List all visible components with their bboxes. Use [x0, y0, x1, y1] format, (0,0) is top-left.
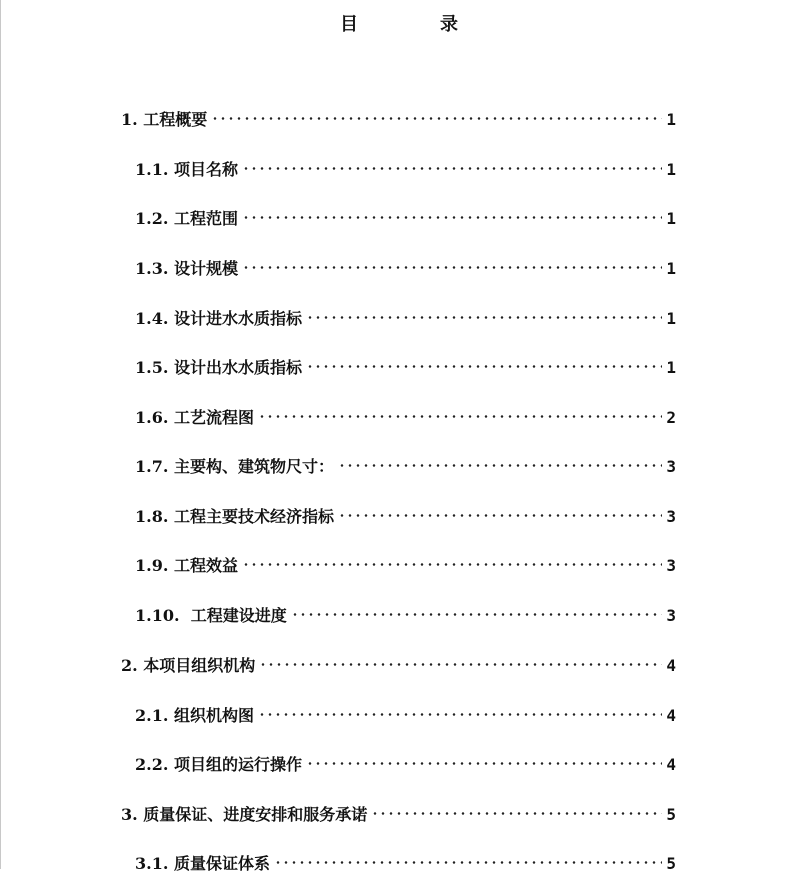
- toc-entry-2-2[interactable]: [135, 746, 676, 774]
- toc-entry-page: 4: [666, 656, 676, 675]
- toc-dot-leader: [242, 151, 662, 175]
- toc-dot-leader: [242, 547, 662, 571]
- toc-entry-number: 1.6.: [135, 408, 174, 427]
- toc-title-part2: 录: [440, 14, 458, 35]
- toc-entry-1-2[interactable]: [135, 200, 676, 228]
- toc-entry-number: 1.8.: [135, 507, 174, 526]
- toc-entry-number: 3.: [121, 805, 144, 824]
- toc-dot-leader: [258, 399, 662, 423]
- toc-entry-number: 1.: [121, 110, 144, 129]
- toc-entry-number: 1.7.: [135, 457, 174, 476]
- toc-entry-number: 3.1.: [135, 854, 174, 873]
- toc-entry-1-3[interactable]: [135, 250, 676, 278]
- toc-dot-leader: [259, 647, 662, 671]
- toc-entry-number: 1.5.: [135, 358, 174, 377]
- toc-entry-label: 设计规模: [173, 259, 238, 278]
- toc-dot-leader: [274, 845, 662, 869]
- toc-entry-page: 4: [666, 755, 676, 774]
- toc-entry-label: 质量保证、进度安排和服务承诺: [143, 805, 368, 824]
- toc-entry-label: 设计出水水质指标: [173, 358, 302, 377]
- toc-entry-number: 1.3.: [135, 259, 174, 278]
- toc-entry-number: 1.4.: [135, 309, 174, 328]
- toc-entry-label: 本项目组织机构: [143, 656, 256, 675]
- toc-entry-3[interactable]: [121, 796, 676, 824]
- toc-entry-page: 4: [666, 706, 676, 725]
- toc-entry-1-7[interactable]: [135, 448, 676, 476]
- toc-entry-label: 工程主要技术经济指标: [173, 507, 334, 526]
- toc-entry-1-4[interactable]: [135, 300, 676, 328]
- toc-entry-label: 项目名称: [173, 160, 238, 179]
- toc-entry-label: 主要构、建筑物尺寸：: [173, 457, 334, 476]
- toc-entry-page: 1: [666, 358, 676, 377]
- toc-entry-label: 组织机构图: [173, 706, 254, 725]
- toc-entry-page: 1: [666, 309, 676, 328]
- toc-entry-page: 1: [666, 209, 676, 228]
- toc-entry-page: 3: [666, 457, 676, 476]
- toc-title: [1, 10, 789, 36]
- toc-entry-number: 2.: [121, 656, 144, 675]
- toc-entry-page: 1: [666, 160, 676, 179]
- toc-entry-number: 2.1.: [135, 706, 174, 725]
- toc-entry-label: 质量保证体系: [173, 854, 270, 873]
- toc-dot-leader: [211, 101, 662, 125]
- toc-entry-1-8[interactable]: [135, 498, 676, 526]
- toc-entry-1[interactable]: [121, 101, 676, 129]
- toc-entry-page: 1: [666, 110, 676, 129]
- toc-dot-leader: [258, 697, 662, 721]
- toc-entry-page: 1: [666, 259, 676, 278]
- toc-entry-label: 设计进水水质指标: [173, 309, 302, 328]
- toc-title-part1: 目: [340, 14, 358, 35]
- toc-entry-label: 工程范围: [173, 209, 238, 228]
- toc-entry-page: 5: [666, 854, 676, 873]
- toc-entry-number: 1.2.: [135, 209, 174, 228]
- toc-dot-leader: [306, 300, 662, 324]
- toc-dot-leader: [242, 200, 662, 224]
- toc-entry-label: 工程概要: [143, 110, 208, 129]
- toc-entry-2[interactable]: [121, 647, 676, 675]
- toc-dot-leader: [338, 448, 662, 472]
- toc-dot-leader: [306, 746, 662, 770]
- toc-entry-number: 1.9.: [135, 556, 174, 575]
- toc-entry-label: 工程效益: [173, 556, 238, 575]
- toc-entry-1-6[interactable]: [135, 399, 676, 427]
- toc-entry-number: 2.2.: [135, 755, 174, 774]
- toc-entry-1-1[interactable]: [135, 151, 676, 179]
- toc-dot-leader: [338, 498, 662, 522]
- toc-entry-1-9[interactable]: [135, 547, 676, 575]
- toc-entry-page: 3: [666, 556, 676, 575]
- toc-entry-3-1[interactable]: [135, 845, 676, 873]
- toc-entry-1-5[interactable]: [135, 349, 676, 377]
- toc-entry-label: 项目组的运行操作: [173, 755, 302, 774]
- toc-dot-leader: [291, 597, 663, 621]
- toc-entry-page: 3: [666, 507, 676, 526]
- toc-dot-leader: [371, 796, 662, 820]
- toc-dot-leader: [306, 349, 662, 373]
- toc-entry-page: 5: [666, 805, 676, 824]
- toc-entry-2-1[interactable]: [135, 697, 676, 725]
- toc-entry-page: 3: [666, 606, 676, 625]
- toc-entry-1-10[interactable]: [135, 597, 676, 625]
- toc-entry-label: 工程建设进度: [190, 606, 287, 625]
- toc-entry-number: 1.1.: [135, 160, 174, 179]
- toc-entry-page: 2: [666, 408, 676, 427]
- toc-entry-label: 工艺流程图: [173, 408, 254, 427]
- toc-dot-leader: [242, 250, 662, 274]
- toc-entry-number: 1.10.: [135, 606, 191, 625]
